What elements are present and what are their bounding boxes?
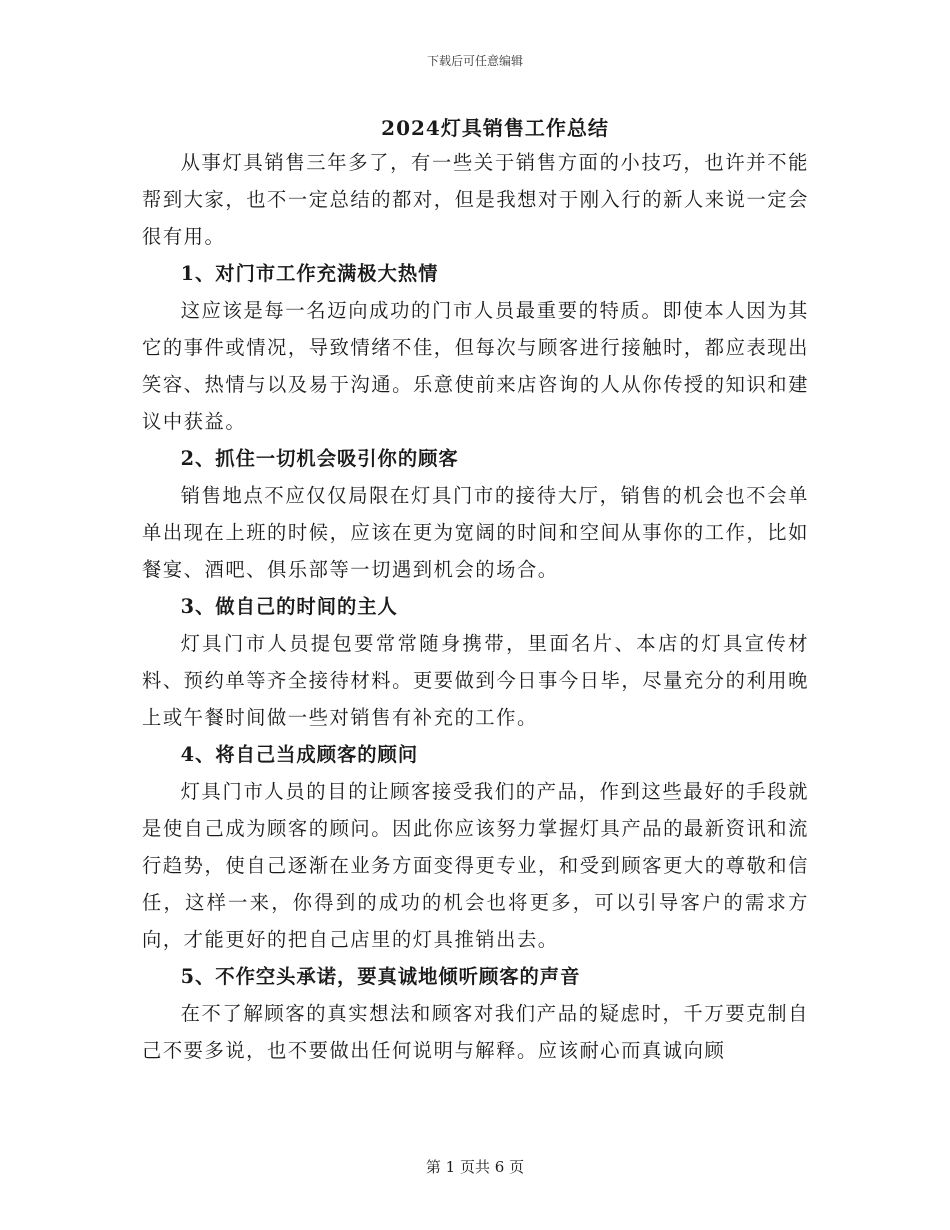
intro-paragraph: 从事灯具销售三年多了，有一些关于销售方面的小技巧，也许并不能帮到大家，也不一定总结的都对，但是我想对于刚入行的新人来说一定会很有用。	[142, 151, 809, 248]
section-paragraph-2: 销售地点不应仅仅局限在灯具门市的接待大厅，销售的机会也不会单单出现在上班的时候，应该在更为宽阔的时间和空间从事你的工作，比如餐宴、酒吧、俱乐部等一切遇到机会的场合。	[142, 484, 809, 581]
document-body	[142, 144, 809, 1069]
section-paragraph-3: 灯具门市人员提包要常常随身携带，里面名片、本店的灯具宣传材料、预约单等齐全接待材料。更要做到今日事今日毕，尽量充分的利用晚上或午餐时间做一些对销售有补充的工作。	[142, 632, 809, 729]
document-title: 2024灯具销售工作总结	[381, 116, 609, 140]
header-note: 下载后可任意编辑	[426, 54, 523, 68]
section-heading-4: 4、将自己当成顾客的顾问	[180, 743, 419, 766]
section-heading-2: 2、抓住一切机会吸引你的顾客	[180, 447, 459, 470]
section-paragraph-5: 在不了解顾客的真实想法和顾客对我们产品的疑虑时，千万要克制自己不要多说，也不要做出任何说明与解释。应该耐心而真诚向顾	[142, 1002, 809, 1062]
page-footer: 第 1 页共 6 页	[425, 1158, 525, 1176]
section-paragraph-4: 灯具门市人员的目的让顾客接受我们的产品，作到这些最好的手段就是使自己成为顾客的顾问。因此你应该努力掌握灯具产品的最新资讯和流行趋势，使自己逐渐在业务方面变得更专业，和受到顾客更大的尊敬和信任，这样一来，你得到的成功的机会也将更多，可以引导客户的需求方向，才能更好的把自己店里的灯具推销出去。	[142, 780, 809, 951]
section-paragraph-1: 这应该是每一名迈向成功的门市人员最重要的特质。即使本人因为其它的事件或情况，导致情绪不佳，但每次与顾客进行接触时，都应表现出笑容、热情与以及易于沟通。乐意使前来店咨询的人从你传授的知识和建议中获益。	[142, 299, 809, 433]
section-heading-5: 5、不作空头承诺，要真诚地倾听顾客的声音	[180, 965, 581, 988]
section-heading-1: 1、对门市工作充满极大热情	[180, 262, 439, 285]
section-heading-3: 3、做自己的时间的主人	[180, 595, 398, 618]
